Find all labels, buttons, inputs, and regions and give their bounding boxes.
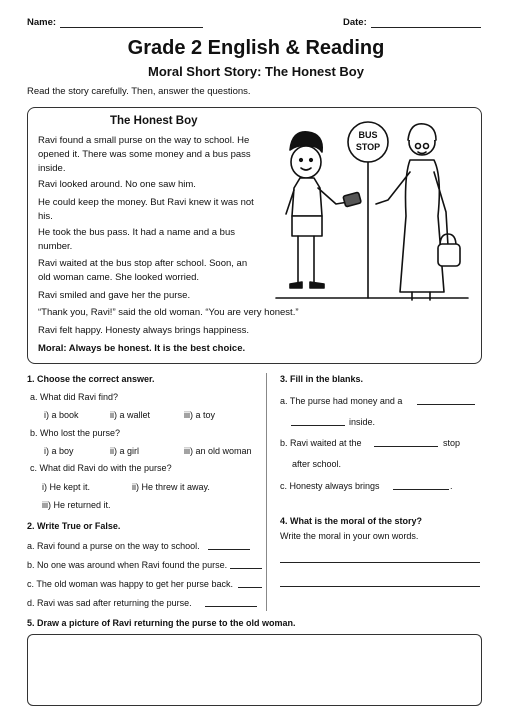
page-title: Grade 2 English & Reading	[127, 37, 385, 59]
answer-option[interactable]: iii) a toy	[184, 410, 216, 420]
story-paragraph: Ravi found a small purse on the way to school. He opened it. There was some money and a bus pass inside.	[38, 135, 251, 174]
section3-heading: 3. Fill in the blanks.	[280, 374, 364, 384]
fill-blank-text: b. Ravi waited at the	[280, 438, 362, 448]
old-woman-figure	[376, 124, 460, 300]
answer-option[interactable]: ii) a wallet	[110, 410, 151, 420]
fill-blank-text: stop	[443, 438, 461, 448]
moral-answer-line[interactable]	[280, 562, 480, 563]
instructions: Read the story carefully. Then, answer the questions.	[27, 86, 251, 97]
answer-blank[interactable]	[230, 561, 262, 569]
true-false-item: a. Ravi found a purse on the way to school.	[27, 541, 200, 551]
moral-answer-line[interactable]	[280, 586, 480, 587]
story-paragraph: “Thank you, Ravi!” said the old woman. “You are very honest.”	[38, 307, 299, 318]
date-field[interactable]	[371, 27, 481, 28]
story-title: The Honest Boy	[110, 115, 198, 127]
fill-blank-text: inside.	[349, 417, 376, 427]
bus-sign-line1: BUS	[358, 130, 378, 140]
answer-option[interactable]: i) a boy	[44, 446, 74, 456]
handbag-icon	[438, 244, 460, 266]
answer-blank[interactable]	[291, 418, 345, 426]
section4-heading: 4. What is the moral of the story?	[280, 516, 423, 526]
story-paragraph: Ravi felt happy. Honesty always brings happiness.	[38, 325, 250, 336]
section1-heading: 1. Choose the correct answer.	[27, 374, 155, 384]
name-label: Name:	[27, 17, 57, 28]
answer-blank[interactable]	[208, 542, 250, 550]
section4-prompt: Write the moral in your own words.	[280, 531, 419, 541]
story-moral: Moral: Always be honest. It is the best choice.	[38, 343, 246, 354]
answer-option[interactable]: ii) a girl	[110, 446, 140, 456]
answer-blank[interactable]	[393, 482, 449, 490]
story-illustration	[268, 116, 476, 308]
fill-blank-text: a. The purse had money and a	[280, 396, 403, 406]
section5-heading: 5. Draw a picture of Ravi returning the purse to the old woman.	[27, 618, 296, 628]
story-paragraph: Ravi looked around. No one saw him.	[38, 179, 196, 190]
story-paragraph: He could keep the money. But Ravi knew it was not his.	[38, 197, 254, 222]
story-paragraph: Ravi smiled and gave her the purse.	[38, 290, 191, 301]
section2-heading: 2. Write True or False.	[27, 521, 121, 531]
answer-blank[interactable]	[417, 397, 475, 405]
answer-blank[interactable]	[238, 580, 262, 588]
boy-figure	[286, 132, 361, 288]
section-divider	[266, 373, 267, 611]
drawing-box[interactable]	[27, 634, 482, 706]
answer-option[interactable]: iii) an old woman	[184, 446, 252, 456]
answer-blank[interactable]	[205, 599, 257, 607]
story-paragraph: Ravi waited at the bus stop after school. Soon, an old woman came. She looked worried.	[38, 258, 248, 283]
question-text: b. Who lost the purse?	[30, 428, 121, 438]
answer-option[interactable]: i) a book	[44, 410, 79, 420]
question-text: c. What did Ravi do with the purse?	[30, 463, 172, 473]
fill-blank-text: after school.	[292, 459, 342, 469]
bus-sign-line2: STOP	[355, 142, 381, 152]
answer-option[interactable]: ii) He threw it away.	[132, 482, 210, 492]
page-subtitle: Moral Short Story: The Honest Boy	[148, 64, 364, 79]
answer-option[interactable]: iii) He returned it.	[42, 500, 111, 510]
fill-blank-text: .	[450, 481, 453, 491]
true-false-item: b. No one was around when Ravi found the purse.	[27, 560, 228, 570]
date-label: Date:	[343, 17, 367, 28]
purse-icon	[343, 192, 361, 207]
story-paragraph: He took the bus pass. It had a name and a bus number.	[38, 227, 235, 252]
question-text: a. What did Ravi find?	[30, 392, 119, 402]
fill-blank-text: c. Honesty always brings	[280, 481, 380, 491]
answer-option[interactable]: i) He kept it.	[42, 482, 91, 492]
name-field[interactable]	[60, 27, 203, 28]
true-false-item: d. Ravi was sad after returning the purse.	[27, 598, 192, 608]
answer-blank[interactable]	[374, 439, 438, 447]
true-false-item: c. The old woman was happy to get her purse back.	[27, 579, 233, 589]
